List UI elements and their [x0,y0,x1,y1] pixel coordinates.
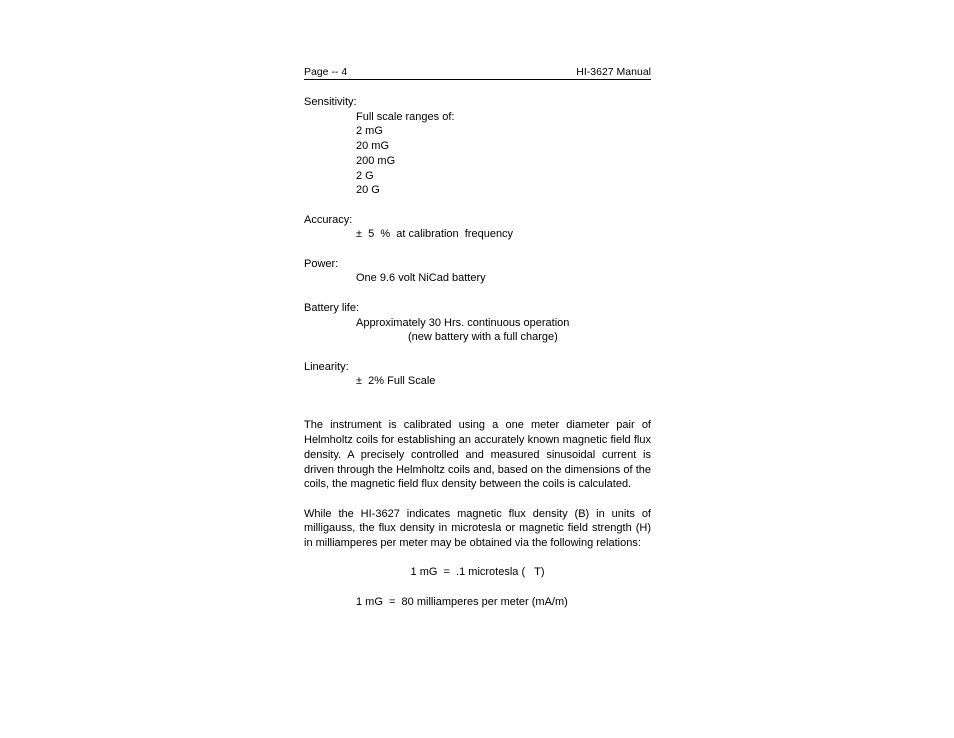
sensitivity-range: 200 mG [356,154,396,167]
sensitivity-range: 20 mG [356,140,390,153]
manual-title: HI-3627 Manual [576,66,651,78]
power-value: One 9.6 volt NiCad battery [356,272,486,285]
page-number: Page -- 4 [304,66,348,78]
linearity-value: ± 2% Full Scale [356,375,436,388]
battery-life-value: Approximately 30 Hrs. continuous operation [356,316,570,329]
sensitivity-range: 2 mG [356,125,383,138]
sensitivity-range: 2 G [356,169,374,182]
sensitivity-label: Sensitivity: [304,96,357,108]
page-content [304,95,651,609]
battery-life-note: (new battery with a full charge) [408,331,558,344]
relation-microtesla: 1 mG = .1 microtesla ( T) [410,566,545,579]
sensitivity-range: 20 G [356,184,380,197]
calibration-paragraph: The instrument is calibrated using a one meter diameter pair of Helmholtz coils for establishing an accurately known magnetic field flux density. A precisely controlled and measured sinusoidal current is driven through the Helmholtz coils and, based on the dimensions of the coils, the magnetic field flux density between the coils is calculated. [304,419,651,491]
accuracy-value: ± 5 % at calibration frequency [356,228,514,241]
manual-page [304,66,651,609]
units-paragraph: While the HI-3627 indicates magnetic flux density (B) in units of milligauss, the flux density in microtesla or magnetic field strength (H) in milliamperes per meter may be obtained via the following relations: [304,507,651,549]
relation-milliamperes: 1 mG = 80 milliamperes per meter (mA/m) [356,595,568,608]
linearity-label: Linearity: [304,360,349,373]
accuracy-label: Accuracy: [304,213,353,226]
power-label: Power: [304,257,339,270]
battery-life-label: Battery life: [304,301,360,314]
sensitivity-intro: Full scale ranges of: [356,110,455,123]
page-header [304,66,651,80]
